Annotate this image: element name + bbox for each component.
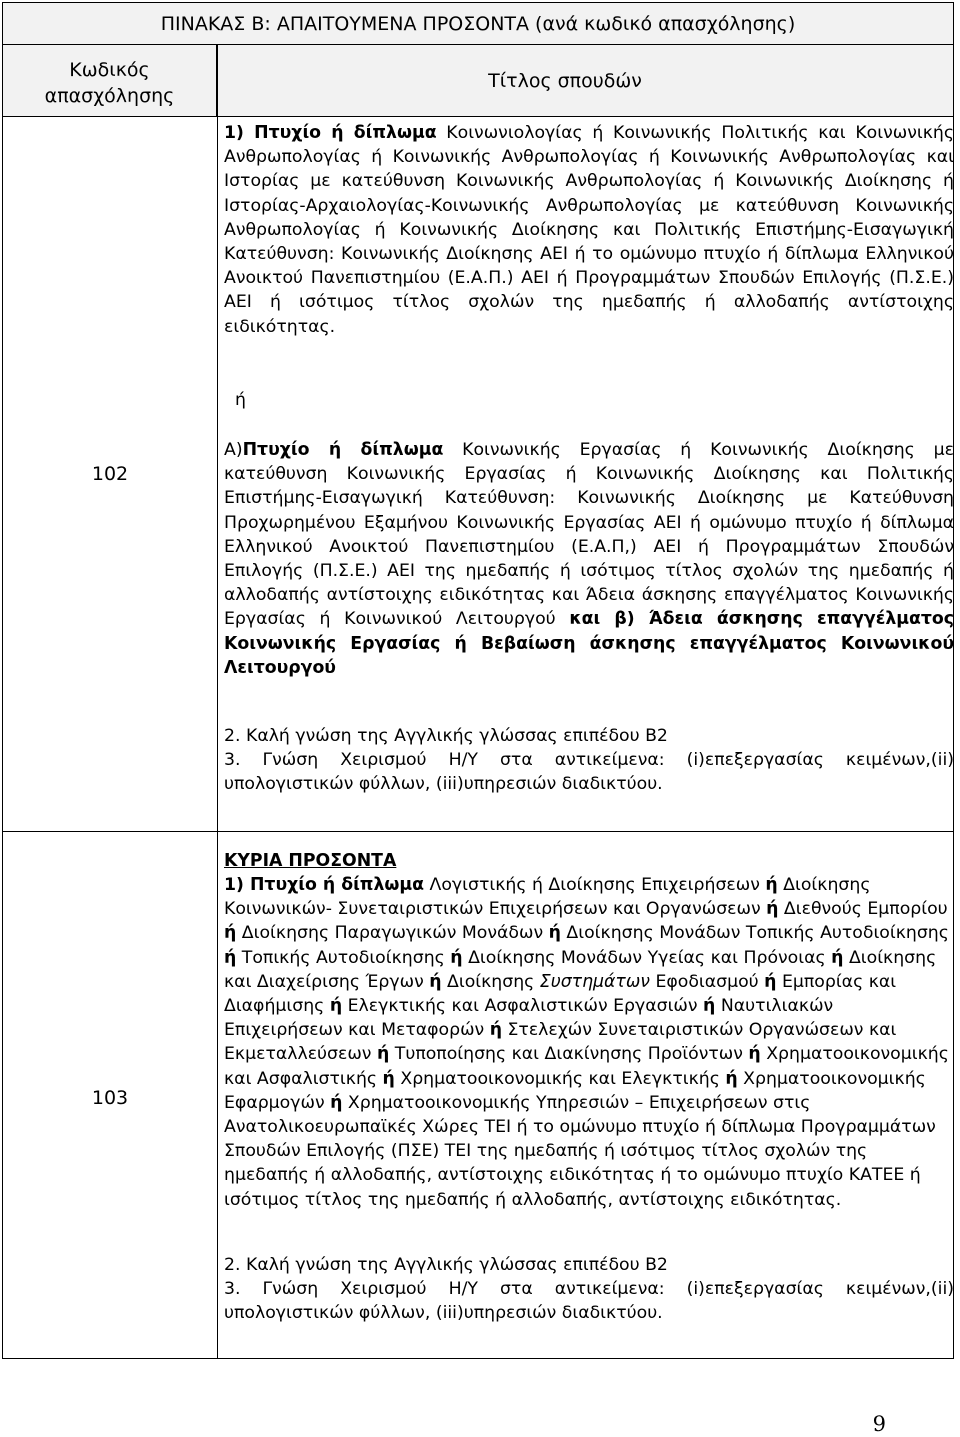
or-bold: ή	[831, 947, 844, 968]
degree-segment: Τυποποίησης και Διακίνησης Προϊόντων	[389, 1044, 749, 1065]
degree-segment: Τοπικής Αυτοδιοίκησης	[236, 947, 451, 968]
row103-computer-skills: 3. Γνώση Χειρισμού Η/Υ στα αντικείμενα: (i)επεξεργασίας κειμένων,(ii) υπολογιστικών φύλλων, (iii)υπηρεσιών διαδικτύου.	[224, 1279, 954, 1324]
row102-degree-1	[224, 121, 954, 339]
degree-segment: Χρηματοοικονομικής Εφαρμογών	[224, 1068, 926, 1113]
or-bold: ή	[703, 996, 716, 1017]
degree-segment: Διοίκησης Μονάδων Τοπικής Αυτοδιοίκησης	[560, 923, 949, 944]
column-header-title: Τίτλος σπουδών	[217, 45, 953, 117]
page-number: 9	[872, 1412, 886, 1436]
row103-english: 2. Καλή γνώση της Αγγλικής γλώσσας επιπέδου Β2	[224, 1255, 668, 1275]
row-divider	[3, 831, 953, 832]
item-prefix: Α)	[224, 440, 243, 460]
degree-segment: Ελεγκτικής και Ασφαλιστικών Εργασιών	[342, 996, 704, 1017]
or-bold: ή	[489, 1020, 503, 1041]
item-number: 1)	[224, 875, 250, 895]
or-bold: ή	[224, 947, 237, 968]
or-bold: ή	[748, 1044, 761, 1065]
row102-computer-skills: 3. Γνώση Χειρισμού Η/Υ στα αντικείμενα: (i)επεξεργασίας κειμένων,(ii) υπολογιστικών φύλλων, (iii)υπηρεσιών διαδικτύου.	[224, 750, 954, 795]
code-102: 102	[91, 463, 129, 485]
bold-degree-label: Πτυχίο ή δίπλωμα	[249, 875, 425, 895]
degree-segment: Διοίκησης και Διαχείρισης Έργων	[224, 947, 937, 992]
degree-segment: Εφοδιασμού	[649, 971, 765, 992]
degree-segment: Ναυτιλιακών Επιχειρήσεων και Μεταφορών	[224, 996, 834, 1041]
row103-degree-1	[224, 873, 954, 1212]
bold-degree-label: Πτυχίο ή δίπλωμα	[242, 440, 444, 460]
or-bold: ή	[764, 971, 777, 992]
degree-segment: Στελεχών Συνεταιριστικών Οργανώσεων και Εκμεταλλεύσεων	[224, 1020, 897, 1065]
degree-segment: Χρηματοοικονομικής Υπηρεσιών – Επιχειρήσεων στις Ανατολικοευρωπαϊκές Χώρες ΤΕΙ ή το ομώνυμο πτυχίο ή δίπλωμα Προγραμμάτων Σπουδών Επιλογής (ΠΣΕ) ΤΕΙ της ημεδαπής ή ισότιμος τίτλος σχολών της ημεδαπής ή αλλοδαπής, αντίστοιχης ειδικότητας ή το ομώνυμο πτυχίο ΚΑΤΕΕ ή ισότιμος τίτλος της ημεδαπής ή αλλοδαπής, αντίστοιχης ειδικότητας.	[224, 1092, 936, 1210]
qualifications-table	[2, 2, 954, 1359]
or-bold: ή	[450, 947, 463, 968]
or-bold: ή	[330, 1092, 343, 1113]
degree-list-text: Κοινωνικής Εργασίας ή Κοινωνικής Διοίκησης με κατεύθυνση Κοινωνικής Εργασίας ή Κοινωνικής Διοίκησης και Πολιτικής Επιστήμης-Εισαγωγική Κατεύθυνση: Κοινωνικής Διοίκησης με Κατεύθυνση Προχωρημένου Εξαμήνου Κοινωνικής Εργασίας ΑΕΙ ή ομώνυμο πτυχίο ή δίπλωμα Ελληνικού Ανοικτού Πανεπιστημίου (Ε.Α.Π,) ΑΕΙ ή Προγραμμάτων Σπουδών Επιλογής (Π.Σ.Ε.) ΑΕΙ της ημεδαπής ή ισότιμος τίτλος σχολών της ημεδαπής ή αλλοδαπής αντίστοιχης ειδικότητας και Άδεια άσκησης επαγγέλματος Κοινωνικής Εργασίας ή Κοινωνικού Λειτουργού	[224, 440, 954, 630]
degree-segment: Διοίκησης	[441, 971, 540, 992]
column-divider	[217, 45, 218, 1358]
table-title: ΠΙΝΑΚΑΣ Β: ΑΠΑΙΤΟΥΜΕΝΑ ΠΡΟΣΟΝΤΑ (ανά κωδικό απασχόλησης)	[3, 3, 953, 45]
or-bold: ή	[382, 1068, 395, 1089]
row102-english: 2. Καλή γνώση της Αγγλικής γλώσσας επιπέδου Β2	[224, 726, 668, 746]
degree-segment: Χρηματοοικονομικής και Ασφαλιστικής	[224, 1044, 949, 1089]
bold-degree-label: Πτυχίο ή δίπλωμα	[254, 123, 437, 143]
row103-heading	[224, 849, 954, 873]
degree-segment: Λογιστικής ή Διοίκησης Επιχειρήσεων	[424, 875, 766, 895]
item-number: 1)	[224, 123, 255, 143]
row102-degree-a	[224, 438, 954, 680]
degree-segment: Διοίκησης Κοινωνικών- Συνεταιριστικών Επιχειρήσεων και Οργανώσεων	[224, 875, 871, 920]
or-bold: ή	[725, 1068, 738, 1089]
or-bold: ή	[766, 899, 779, 920]
degree-segment-italic: Συστημάτων	[539, 971, 650, 992]
degree-segment: Διοίκησης Μονάδων Υγείας και Πρόνοιας	[462, 947, 832, 968]
or-bold: ή	[765, 875, 778, 895]
code-103: 103	[91, 1087, 129, 1109]
or-bold: ή	[329, 996, 343, 1017]
degree-segment: Χρηματοοικονομικής και Ελεγκτικής	[394, 1068, 726, 1089]
or-bold: ή	[429, 971, 442, 992]
or-bold: ή	[224, 923, 237, 944]
degree-segment: Διεθνούς Εμπορίου	[778, 899, 948, 920]
degree-segment: Εμπορίας και Διαφήμισης	[224, 971, 897, 1017]
main-qualifications-heading: ΚΥΡΙΑ ΠΡΟΣΟΝΤΑ	[224, 851, 397, 871]
degree-list-text: Κοινωνιολογίας ή Κοινωνικής Πολιτικής και Κοινωνικής Ανθρωπολογίας ή Κοινωνικής Ανθρωπολογίας ή Κοινωνικής Ανθρωπολογίας και Ιστορίας με κατεύθυνση Κοινωνικής Ανθρωπολογίας ή Κοινωνικής Διοίκησης ή Ιστορίας-Αρχαιολογίας-Κοινωνικής Ανθρωπολογίας με κατεύθυνση Κοινωνικής Ανθρωπολογίας ή Κοινωνικής Διοίκησης και Πολιτικής Επιστήμης-Εισαγωγική Κατεύθυνση: Κοινωνικής Διοίκησης ΑΕΙ ή το ομώνυμο πτυχίο ή δίπλωμα Ελληνικού Ανοικτού Πανεπιστημίου (Ε.Α.Π.) ΑΕΙ ή Προγραμμάτων Σπουδών Επιλογής (Π.Σ.Ε.) ΑΕΙ ή ισότιμος τίτλος σχολών της ημεδαπής ή αλλοδαπής αντίστοιχης ειδικότητας.	[224, 123, 954, 337]
column-header-code: Κωδικός απασχόλησης	[3, 45, 217, 117]
or-bold: ή	[376, 1044, 390, 1065]
degree-segment: Διοίκησης Παραγωγικών Μονάδων	[236, 923, 549, 944]
license-requirement: και β) Άδεια άσκησης επαγγέλματος Κοινωνικής Εργασίας ή Βεβαίωση άσκησης επαγγέλματος Κοινωνικού Λειτουργού	[224, 609, 954, 678]
or-bold: ή	[548, 923, 561, 944]
or-separator: ή	[235, 390, 246, 410]
